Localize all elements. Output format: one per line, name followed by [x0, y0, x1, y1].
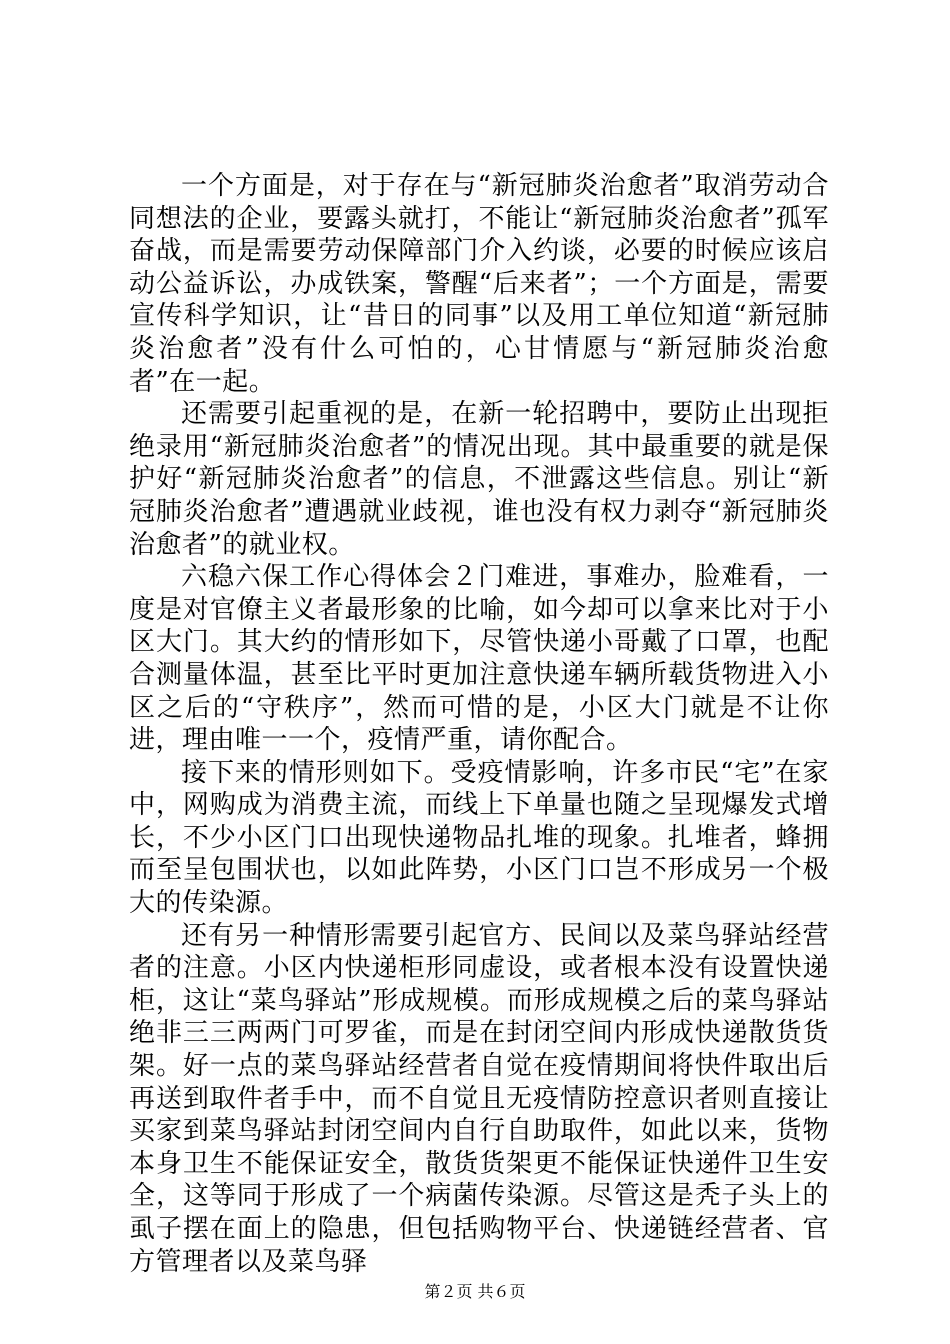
- paragraph-4: 接下来的情形则如下。受疫情影响，许多市民“宅”在家中，网购成为消费主流，而线上下单量也随之呈现爆发式增长，不少小区门口出现快递物品扎堆的现象。扎堆者，蜂拥而至呈包围状也，以如此阵势，小区门口岂不形成另一个极大的传染源。: [129, 757, 829, 919]
- page-number-footer: 第２页 共６页: [424, 1282, 526, 1301]
- paragraph-3: 六稳六保工作心得体会２门难进，事难办，脸难看，一度是对官僚主义者最形象的比喻，如今却可以拿来比对于小区大门。其大约的情形如下，尽管快递小哥戴了口罩，也配合测量体温，甚至比平时更加注意快递车辆所载货物进入小区之后的“守秩序”，然而可惜的是，小区大门就是不让你进，理由唯一一个，疫情严重，请你配合。: [129, 562, 829, 756]
- paragraph-2: 还需要引起重视的是，在新一轮招聘中，要防止出现拒绝录用“新冠肺炎治愈者”的情况出现。其中最重要的就是保护好“新冠肺炎治愈者”的信息，不泄露这些信息。别让“新冠肺炎治愈者”遭遇就业歧视，谁也没有权力剥夺“新冠肺炎治愈者”的就业权。: [129, 399, 829, 560]
- document-body: [129, 170, 829, 1278]
- paragraph-1: 一个方面是，对于存在与“新冠肺炎治愈者”取消劳动合同想法的企业，要露头就打，不能让“新冠肺炎治愈者”孤军奋战，而是需要劳动保障部门介入约谈，必要的时候应该启动公益诉讼，办成铁案，警醒“后来者”；一个方面是，需要宣传科学知识，让“昔日的同事”以及用工单位知道“新冠肺炎治愈者”没有什么可怕的，心甘情愿与“新冠肺炎治愈者”在一起。: [129, 171, 829, 397]
- paragraph-5: 还有另一种情形需要引起官方、民间以及菜鸟驿站经营者的注意。小区内快递柜形同虚设，或者根本没有设置快递柜，这让“菜鸟驿站”形成规模。而形成规模之后的菜鸟驿站绝非三三两两门可罗雀，而是在封闭空间内形成快递散货货架。好一点的菜鸟驿站经营者自觉在疫情期间将快件取出后再送到取件者手中，而不自觉且无疫情防控意识者则直接让买家到菜鸟驿站封闭空间内自行自助取件，如此以来，货物本身卫生不能保证安全，散货货架更不能保证快递件卫生安全，这等同于形成了一个病菌传染源。尽管这是秃子头上的虱子摆在面上的隐患，但包括购物平台、快递链经营者、官方管理者以及菜鸟驿: [129, 920, 829, 1277]
